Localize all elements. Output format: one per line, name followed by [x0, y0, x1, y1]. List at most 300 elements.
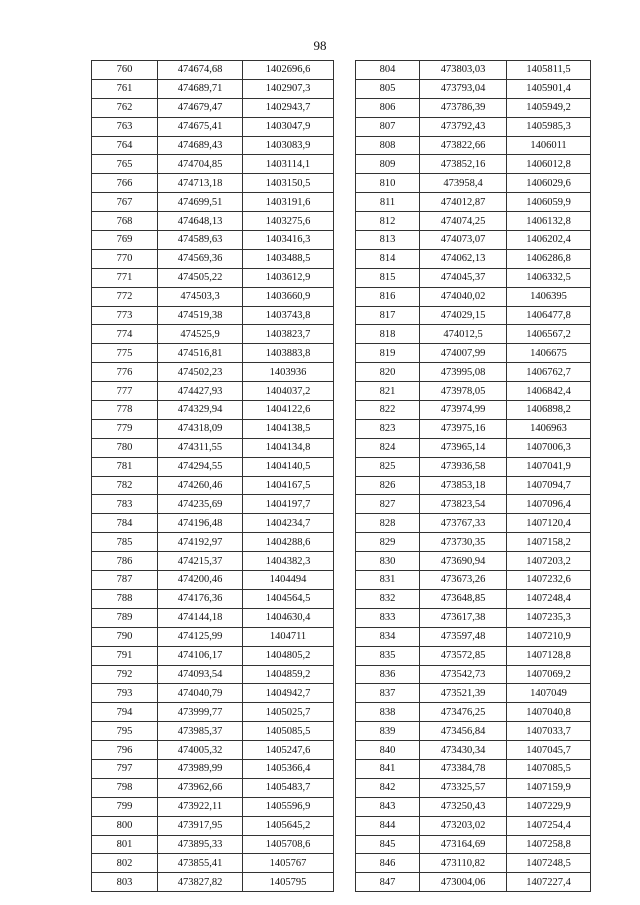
point-number-cell: 772 [92, 287, 158, 306]
x-coordinate-cell: 473803,03 [420, 61, 507, 80]
table-row [356, 79, 591, 98]
x-coordinate-cell: 474699,51 [158, 193, 243, 212]
x-coordinate-cell: 474144,18 [158, 608, 243, 627]
point-number-cell: 771 [92, 268, 158, 287]
coordinates-table-right [355, 60, 591, 892]
table-row [356, 193, 591, 212]
point-number-cell: 761 [92, 79, 158, 98]
point-number-cell: 805 [356, 79, 420, 98]
table-row [356, 835, 591, 854]
x-coordinate-cell: 473822,66 [420, 136, 507, 155]
table-row [356, 268, 591, 287]
y-coordinate-cell: 1407235,3 [507, 608, 591, 627]
x-coordinate-cell: 474516,81 [158, 344, 243, 363]
y-coordinate-cell: 1407203,2 [507, 552, 591, 571]
point-number-cell: 814 [356, 249, 420, 268]
y-coordinate-cell: 1404167,5 [243, 476, 334, 495]
y-coordinate-cell: 1403047,9 [243, 117, 334, 136]
x-coordinate-cell: 473786,39 [420, 98, 507, 117]
table-row [92, 759, 334, 778]
y-coordinate-cell: 1403191,6 [243, 193, 334, 212]
y-coordinate-cell: 1404859,2 [243, 665, 334, 684]
table-row [356, 136, 591, 155]
y-coordinate-cell: 1406011 [507, 136, 591, 155]
table-row [356, 231, 591, 250]
y-coordinate-cell: 1406012,8 [507, 155, 591, 174]
point-number-cell: 837 [356, 684, 420, 703]
x-coordinate-cell: 474200,46 [158, 571, 243, 590]
x-coordinate-cell: 474674,68 [158, 61, 243, 80]
point-number-cell: 833 [356, 608, 420, 627]
point-number-cell: 804 [356, 61, 420, 80]
x-coordinate-cell: 474503,3 [158, 287, 243, 306]
y-coordinate-cell: 1403083,9 [243, 136, 334, 155]
point-number-cell: 830 [356, 552, 420, 571]
point-number-cell: 825 [356, 457, 420, 476]
point-number-cell: 791 [92, 646, 158, 665]
table-row [92, 797, 334, 816]
y-coordinate-cell: 1407120,4 [507, 514, 591, 533]
point-number-cell: 799 [92, 797, 158, 816]
x-coordinate-cell: 473690,94 [420, 552, 507, 571]
table-row [356, 778, 591, 797]
y-coordinate-cell: 1403883,8 [243, 344, 334, 363]
x-coordinate-cell: 473793,04 [420, 79, 507, 98]
x-coordinate-cell: 473965,14 [420, 438, 507, 457]
table-row [356, 797, 591, 816]
x-coordinate-cell: 473962,66 [158, 778, 243, 797]
point-number-cell: 813 [356, 231, 420, 250]
point-number-cell: 800 [92, 816, 158, 835]
y-coordinate-cell: 1406059,9 [507, 193, 591, 212]
table-row [356, 873, 591, 892]
point-number-cell: 798 [92, 778, 158, 797]
point-number-cell: 817 [356, 306, 420, 325]
point-number-cell: 811 [356, 193, 420, 212]
point-number-cell: 826 [356, 476, 420, 495]
point-number-cell: 777 [92, 382, 158, 401]
table-row [92, 344, 334, 363]
y-coordinate-cell: 1403823,7 [243, 325, 334, 344]
table-row [92, 382, 334, 401]
table-row [356, 627, 591, 646]
point-number-cell: 806 [356, 98, 420, 117]
x-coordinate-cell: 474074,25 [420, 212, 507, 231]
y-coordinate-cell: 1403936 [243, 363, 334, 382]
y-coordinate-cell: 1404382,3 [243, 552, 334, 571]
table-row [356, 589, 591, 608]
point-number-cell: 774 [92, 325, 158, 344]
x-coordinate-cell: 474012,5 [420, 325, 507, 344]
x-coordinate-cell: 473110,82 [420, 854, 507, 873]
y-coordinate-cell: 1403114,1 [243, 155, 334, 174]
table-row [92, 401, 334, 420]
y-coordinate-cell: 1402907,3 [243, 79, 334, 98]
y-coordinate-cell: 1405645,2 [243, 816, 334, 835]
table-body-right [356, 61, 591, 892]
y-coordinate-cell: 1404138,5 [243, 419, 334, 438]
y-coordinate-cell: 1407096,4 [507, 495, 591, 514]
table-row [92, 552, 334, 571]
point-number-cell: 785 [92, 533, 158, 552]
point-number-cell: 784 [92, 514, 158, 533]
y-coordinate-cell: 1403416,3 [243, 231, 334, 250]
table-row [92, 571, 334, 590]
y-coordinate-cell: 1405483,7 [243, 778, 334, 797]
x-coordinate-cell: 474215,37 [158, 552, 243, 571]
table-row [356, 401, 591, 420]
y-coordinate-cell: 1407232,6 [507, 571, 591, 590]
x-coordinate-cell: 473823,54 [420, 495, 507, 514]
table-row [356, 854, 591, 873]
y-coordinate-cell: 1405901,4 [507, 79, 591, 98]
table-row [92, 665, 334, 684]
y-coordinate-cell: 1406202,4 [507, 231, 591, 250]
point-number-cell: 776 [92, 363, 158, 382]
point-number-cell: 827 [356, 495, 420, 514]
table-row [356, 419, 591, 438]
x-coordinate-cell: 474012,87 [420, 193, 507, 212]
point-number-cell: 840 [356, 741, 420, 760]
table-row [92, 438, 334, 457]
table-row [356, 722, 591, 741]
x-coordinate-cell: 474106,17 [158, 646, 243, 665]
x-coordinate-cell: 473855,41 [158, 854, 243, 873]
table-row [92, 608, 334, 627]
table-row [92, 325, 334, 344]
x-coordinate-cell: 474260,46 [158, 476, 243, 495]
point-number-cell: 828 [356, 514, 420, 533]
point-number-cell: 847 [356, 873, 420, 892]
point-number-cell: 829 [356, 533, 420, 552]
x-coordinate-cell: 474176,36 [158, 589, 243, 608]
y-coordinate-cell: 1407254,4 [507, 816, 591, 835]
table-row [92, 363, 334, 382]
x-coordinate-cell: 474689,71 [158, 79, 243, 98]
point-number-cell: 846 [356, 854, 420, 873]
x-coordinate-cell: 473430,34 [420, 741, 507, 760]
x-coordinate-cell: 473792,43 [420, 117, 507, 136]
x-coordinate-cell: 474311,55 [158, 438, 243, 457]
point-number-cell: 835 [356, 646, 420, 665]
x-coordinate-cell: 474525,9 [158, 325, 243, 344]
point-number-cell: 768 [92, 212, 158, 231]
x-coordinate-cell: 474427,93 [158, 382, 243, 401]
x-coordinate-cell: 473975,16 [420, 419, 507, 438]
y-coordinate-cell: 1406963 [507, 419, 591, 438]
point-number-cell: 836 [356, 665, 420, 684]
point-number-cell: 842 [356, 778, 420, 797]
table-row [356, 457, 591, 476]
y-coordinate-cell: 1407085,5 [507, 759, 591, 778]
table-row [356, 344, 591, 363]
x-coordinate-cell: 473572,85 [420, 646, 507, 665]
table-row [356, 759, 591, 778]
table-row [92, 873, 334, 892]
table-row [356, 646, 591, 665]
point-number-cell: 845 [356, 835, 420, 854]
table-row [92, 627, 334, 646]
point-number-cell: 802 [92, 854, 158, 873]
x-coordinate-cell: 474192,97 [158, 533, 243, 552]
x-coordinate-cell: 474093,54 [158, 665, 243, 684]
point-number-cell: 779 [92, 419, 158, 438]
y-coordinate-cell: 1405025,7 [243, 703, 334, 722]
x-coordinate-cell: 474679,47 [158, 98, 243, 117]
x-coordinate-cell: 474005,32 [158, 741, 243, 760]
x-coordinate-cell: 473597,48 [420, 627, 507, 646]
point-number-cell: 844 [356, 816, 420, 835]
point-number-cell: 832 [356, 589, 420, 608]
y-coordinate-cell: 1406395 [507, 287, 591, 306]
x-coordinate-cell: 474040,79 [158, 684, 243, 703]
point-number-cell: 780 [92, 438, 158, 457]
point-number-cell: 763 [92, 117, 158, 136]
y-coordinate-cell: 1406762,7 [507, 363, 591, 382]
y-coordinate-cell: 1404630,4 [243, 608, 334, 627]
x-coordinate-cell: 473203,02 [420, 816, 507, 835]
y-coordinate-cell: 1406898,2 [507, 401, 591, 420]
point-number-cell: 797 [92, 759, 158, 778]
y-coordinate-cell: 1407040,8 [507, 703, 591, 722]
point-number-cell: 782 [92, 476, 158, 495]
table-row [356, 98, 591, 117]
x-coordinate-cell: 474689,43 [158, 136, 243, 155]
coordinates-table-left [91, 60, 334, 892]
point-number-cell: 778 [92, 401, 158, 420]
y-coordinate-cell: 1407069,2 [507, 665, 591, 684]
point-number-cell: 819 [356, 344, 420, 363]
y-coordinate-cell: 1405247,6 [243, 741, 334, 760]
table-row [92, 722, 334, 741]
y-coordinate-cell: 1407258,8 [507, 835, 591, 854]
table-row [92, 155, 334, 174]
table-row [92, 684, 334, 703]
point-number-cell: 787 [92, 571, 158, 590]
table-row [356, 741, 591, 760]
y-coordinate-cell: 1402943,7 [243, 98, 334, 117]
y-coordinate-cell: 1404564,5 [243, 589, 334, 608]
table-row [92, 741, 334, 760]
point-number-cell: 809 [356, 155, 420, 174]
point-number-cell: 821 [356, 382, 420, 401]
x-coordinate-cell: 474675,41 [158, 117, 243, 136]
point-number-cell: 823 [356, 419, 420, 438]
point-number-cell: 818 [356, 325, 420, 344]
y-coordinate-cell: 1403660,9 [243, 287, 334, 306]
table-row [92, 268, 334, 287]
table-body-left [92, 61, 334, 892]
y-coordinate-cell: 1403150,5 [243, 174, 334, 193]
point-number-cell: 796 [92, 741, 158, 760]
x-coordinate-cell: 474073,07 [420, 231, 507, 250]
table-row [356, 249, 591, 268]
point-number-cell: 812 [356, 212, 420, 231]
x-coordinate-cell: 474704,85 [158, 155, 243, 174]
y-coordinate-cell: 1403488,5 [243, 249, 334, 268]
y-coordinate-cell: 1405596,9 [243, 797, 334, 816]
y-coordinate-cell: 1407248,5 [507, 854, 591, 873]
table-row [356, 571, 591, 590]
table-row [92, 174, 334, 193]
x-coordinate-cell: 473978,05 [420, 382, 507, 401]
point-number-cell: 781 [92, 457, 158, 476]
x-coordinate-cell: 473917,95 [158, 816, 243, 835]
x-coordinate-cell: 473617,38 [420, 608, 507, 627]
table-row [92, 419, 334, 438]
table-row [356, 476, 591, 495]
x-coordinate-cell: 473827,82 [158, 873, 243, 892]
point-number-cell: 838 [356, 703, 420, 722]
y-coordinate-cell: 1407033,7 [507, 722, 591, 741]
table-row [356, 212, 591, 231]
table-row [356, 61, 591, 80]
x-coordinate-cell: 473164,69 [420, 835, 507, 854]
y-coordinate-cell: 1405708,6 [243, 835, 334, 854]
y-coordinate-cell: 1405985,3 [507, 117, 591, 136]
y-coordinate-cell: 1407248,4 [507, 589, 591, 608]
x-coordinate-cell: 474196,48 [158, 514, 243, 533]
x-coordinate-cell: 473521,39 [420, 684, 507, 703]
x-coordinate-cell: 473989,99 [158, 759, 243, 778]
point-number-cell: 815 [356, 268, 420, 287]
table-row [92, 287, 334, 306]
y-coordinate-cell: 1407094,7 [507, 476, 591, 495]
x-coordinate-cell: 473730,35 [420, 533, 507, 552]
table-row [356, 703, 591, 722]
point-number-cell: 762 [92, 98, 158, 117]
y-coordinate-cell: 1404494 [243, 571, 334, 590]
y-coordinate-cell: 1406842,4 [507, 382, 591, 401]
table-row [92, 476, 334, 495]
y-coordinate-cell: 1407049 [507, 684, 591, 703]
y-coordinate-cell: 1406132,8 [507, 212, 591, 231]
point-number-cell: 824 [356, 438, 420, 457]
table-row [92, 212, 334, 231]
table-row [92, 136, 334, 155]
table-row [92, 98, 334, 117]
y-coordinate-cell: 1405085,5 [243, 722, 334, 741]
table-row [356, 174, 591, 193]
page-number: 98 [313, 38, 327, 53]
point-number-cell: 788 [92, 589, 158, 608]
y-coordinate-cell: 1407158,2 [507, 533, 591, 552]
point-number-cell: 820 [356, 363, 420, 382]
x-coordinate-cell: 473974,99 [420, 401, 507, 420]
y-coordinate-cell: 1404134,8 [243, 438, 334, 457]
y-coordinate-cell: 1407006,3 [507, 438, 591, 457]
table-row [92, 457, 334, 476]
x-coordinate-cell: 473922,11 [158, 797, 243, 816]
x-coordinate-cell: 474505,22 [158, 268, 243, 287]
point-number-cell: 795 [92, 722, 158, 741]
point-number-cell: 839 [356, 722, 420, 741]
x-coordinate-cell: 474502,23 [158, 363, 243, 382]
y-coordinate-cell: 1403743,8 [243, 306, 334, 325]
table-row [92, 854, 334, 873]
table-row [356, 684, 591, 703]
x-coordinate-cell: 473958,4 [420, 174, 507, 193]
y-coordinate-cell: 1404140,5 [243, 457, 334, 476]
point-number-cell: 786 [92, 552, 158, 571]
x-coordinate-cell: 474329,94 [158, 401, 243, 420]
y-coordinate-cell: 1404805,2 [243, 646, 334, 665]
point-number-cell: 843 [356, 797, 420, 816]
y-coordinate-cell: 1405949,2 [507, 98, 591, 117]
y-coordinate-cell: 1402696,6 [243, 61, 334, 80]
x-coordinate-cell: 474125,99 [158, 627, 243, 646]
table-row [92, 249, 334, 268]
point-number-cell: 803 [92, 873, 158, 892]
point-number-cell: 770 [92, 249, 158, 268]
x-coordinate-cell: 474235,69 [158, 495, 243, 514]
point-number-cell: 775 [92, 344, 158, 363]
point-number-cell: 766 [92, 174, 158, 193]
table-row [92, 589, 334, 608]
table-row [92, 514, 334, 533]
y-coordinate-cell: 1404122,6 [243, 401, 334, 420]
y-coordinate-cell: 1407159,9 [507, 778, 591, 797]
x-coordinate-cell: 474519,38 [158, 306, 243, 325]
y-coordinate-cell: 1406477,8 [507, 306, 591, 325]
x-coordinate-cell: 473995,08 [420, 363, 507, 382]
point-number-cell: 789 [92, 608, 158, 627]
x-coordinate-cell: 474648,13 [158, 212, 243, 231]
table-row [356, 495, 591, 514]
x-coordinate-cell: 473985,37 [158, 722, 243, 741]
table-row [356, 608, 591, 627]
y-coordinate-cell: 1406567,2 [507, 325, 591, 344]
x-coordinate-cell: 473936,58 [420, 457, 507, 476]
table-row [92, 231, 334, 250]
y-coordinate-cell: 1404711 [243, 627, 334, 646]
x-coordinate-cell: 473476,25 [420, 703, 507, 722]
x-coordinate-cell: 474029,15 [420, 306, 507, 325]
x-coordinate-cell: 474569,36 [158, 249, 243, 268]
table-row [92, 61, 334, 80]
x-coordinate-cell: 473895,33 [158, 835, 243, 854]
point-number-cell: 764 [92, 136, 158, 155]
point-number-cell: 816 [356, 287, 420, 306]
x-coordinate-cell: 473456,84 [420, 722, 507, 741]
x-coordinate-cell: 474040,02 [420, 287, 507, 306]
y-coordinate-cell: 1405366,4 [243, 759, 334, 778]
x-coordinate-cell: 473648,85 [420, 589, 507, 608]
point-number-cell: 834 [356, 627, 420, 646]
x-coordinate-cell: 473852,16 [420, 155, 507, 174]
point-number-cell: 841 [356, 759, 420, 778]
table-row [92, 646, 334, 665]
x-coordinate-cell: 474062,13 [420, 249, 507, 268]
table-row [92, 533, 334, 552]
table-row [356, 552, 591, 571]
table-row [356, 155, 591, 174]
x-coordinate-cell: 473999,77 [158, 703, 243, 722]
y-coordinate-cell: 1404234,7 [243, 514, 334, 533]
table-row [92, 816, 334, 835]
x-coordinate-cell: 473853,18 [420, 476, 507, 495]
y-coordinate-cell: 1404942,7 [243, 684, 334, 703]
y-coordinate-cell: 1407227,4 [507, 873, 591, 892]
y-coordinate-cell: 1404037,2 [243, 382, 334, 401]
point-number-cell: 822 [356, 401, 420, 420]
x-coordinate-cell: 474007,99 [420, 344, 507, 363]
point-number-cell: 792 [92, 665, 158, 684]
y-coordinate-cell: 1405795 [243, 873, 334, 892]
x-coordinate-cell: 473542,73 [420, 665, 507, 684]
x-coordinate-cell: 473325,57 [420, 778, 507, 797]
table-row [92, 835, 334, 854]
